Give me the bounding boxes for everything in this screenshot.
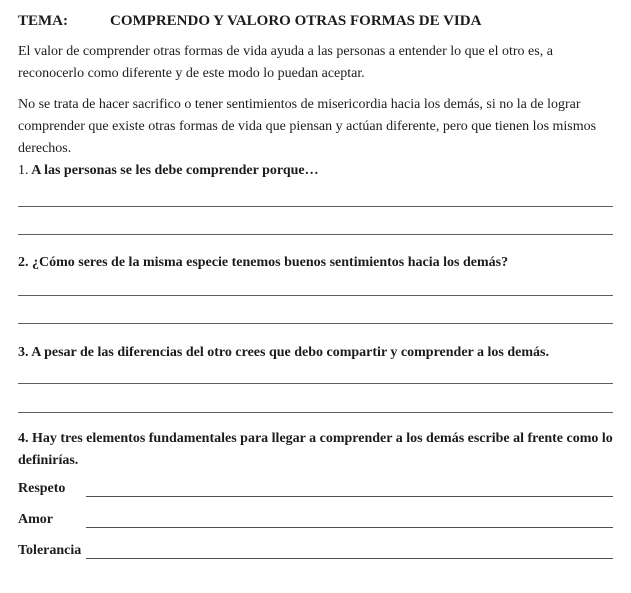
document-header [18, 10, 613, 32]
question-4-text: Hay tres elementos fundamentales para llegar a comprender a los demás escribe al frente como lo definirías. [18, 431, 613, 468]
definition-row-respeto [18, 478, 613, 500]
intro-paragraph-1: El valor de comprender otras formas de vida ayuda a las personas a entender lo que el otro es, a reconocerlo como diferente y de este modo lo puedan aceptar. [18, 44, 553, 81]
answer-line [18, 412, 613, 413]
question-1-number: 1. [18, 163, 29, 178]
definition-label-respeto: Respeto [18, 481, 66, 496]
answer-line [86, 527, 613, 528]
definition-label-amor: Amor [18, 512, 53, 527]
question-2-text: ¿Cómo seres de la misma especie tenemos buenos sentimientos hacia los demás? [32, 255, 509, 270]
definition-label-tolerancia: Tolerancia [18, 543, 82, 558]
question-1 [18, 160, 613, 182]
question-4 [18, 428, 613, 472]
question-3-number: 3. [18, 345, 29, 360]
question-3 [18, 342, 613, 364]
definition-row-tolerancia [18, 540, 613, 562]
intro-paragraph-2: No se trata de hacer sacrifico o tener sentimientos de misericordia hacia los demás, si no la de lograr comprender que existe otras formas de vida que piensan y actúan diferente, pero que tienen los mismos derechos. [18, 97, 597, 156]
question-4-number: 4. [18, 431, 29, 446]
answer-line [86, 558, 613, 559]
answer-line [18, 234, 613, 235]
answer-line [86, 496, 613, 497]
answer-line [18, 295, 613, 296]
tema-label: TEMA: [18, 13, 68, 29]
answer-line [18, 323, 613, 324]
definition-row-amor [18, 509, 613, 531]
question-2-number: 2. [18, 255, 29, 270]
question-3-text: A pesar de las diferencias del otro crees que debo compartir y comprender a los demás. [31, 345, 549, 360]
answer-line [18, 383, 613, 384]
document-title: COMPRENDO Y VALORO OTRAS FORMAS DE VIDA [110, 13, 482, 29]
answer-line [18, 206, 613, 207]
question-1-text: A las personas se les debe comprender porque… [31, 163, 319, 178]
question-2 [18, 252, 613, 274]
